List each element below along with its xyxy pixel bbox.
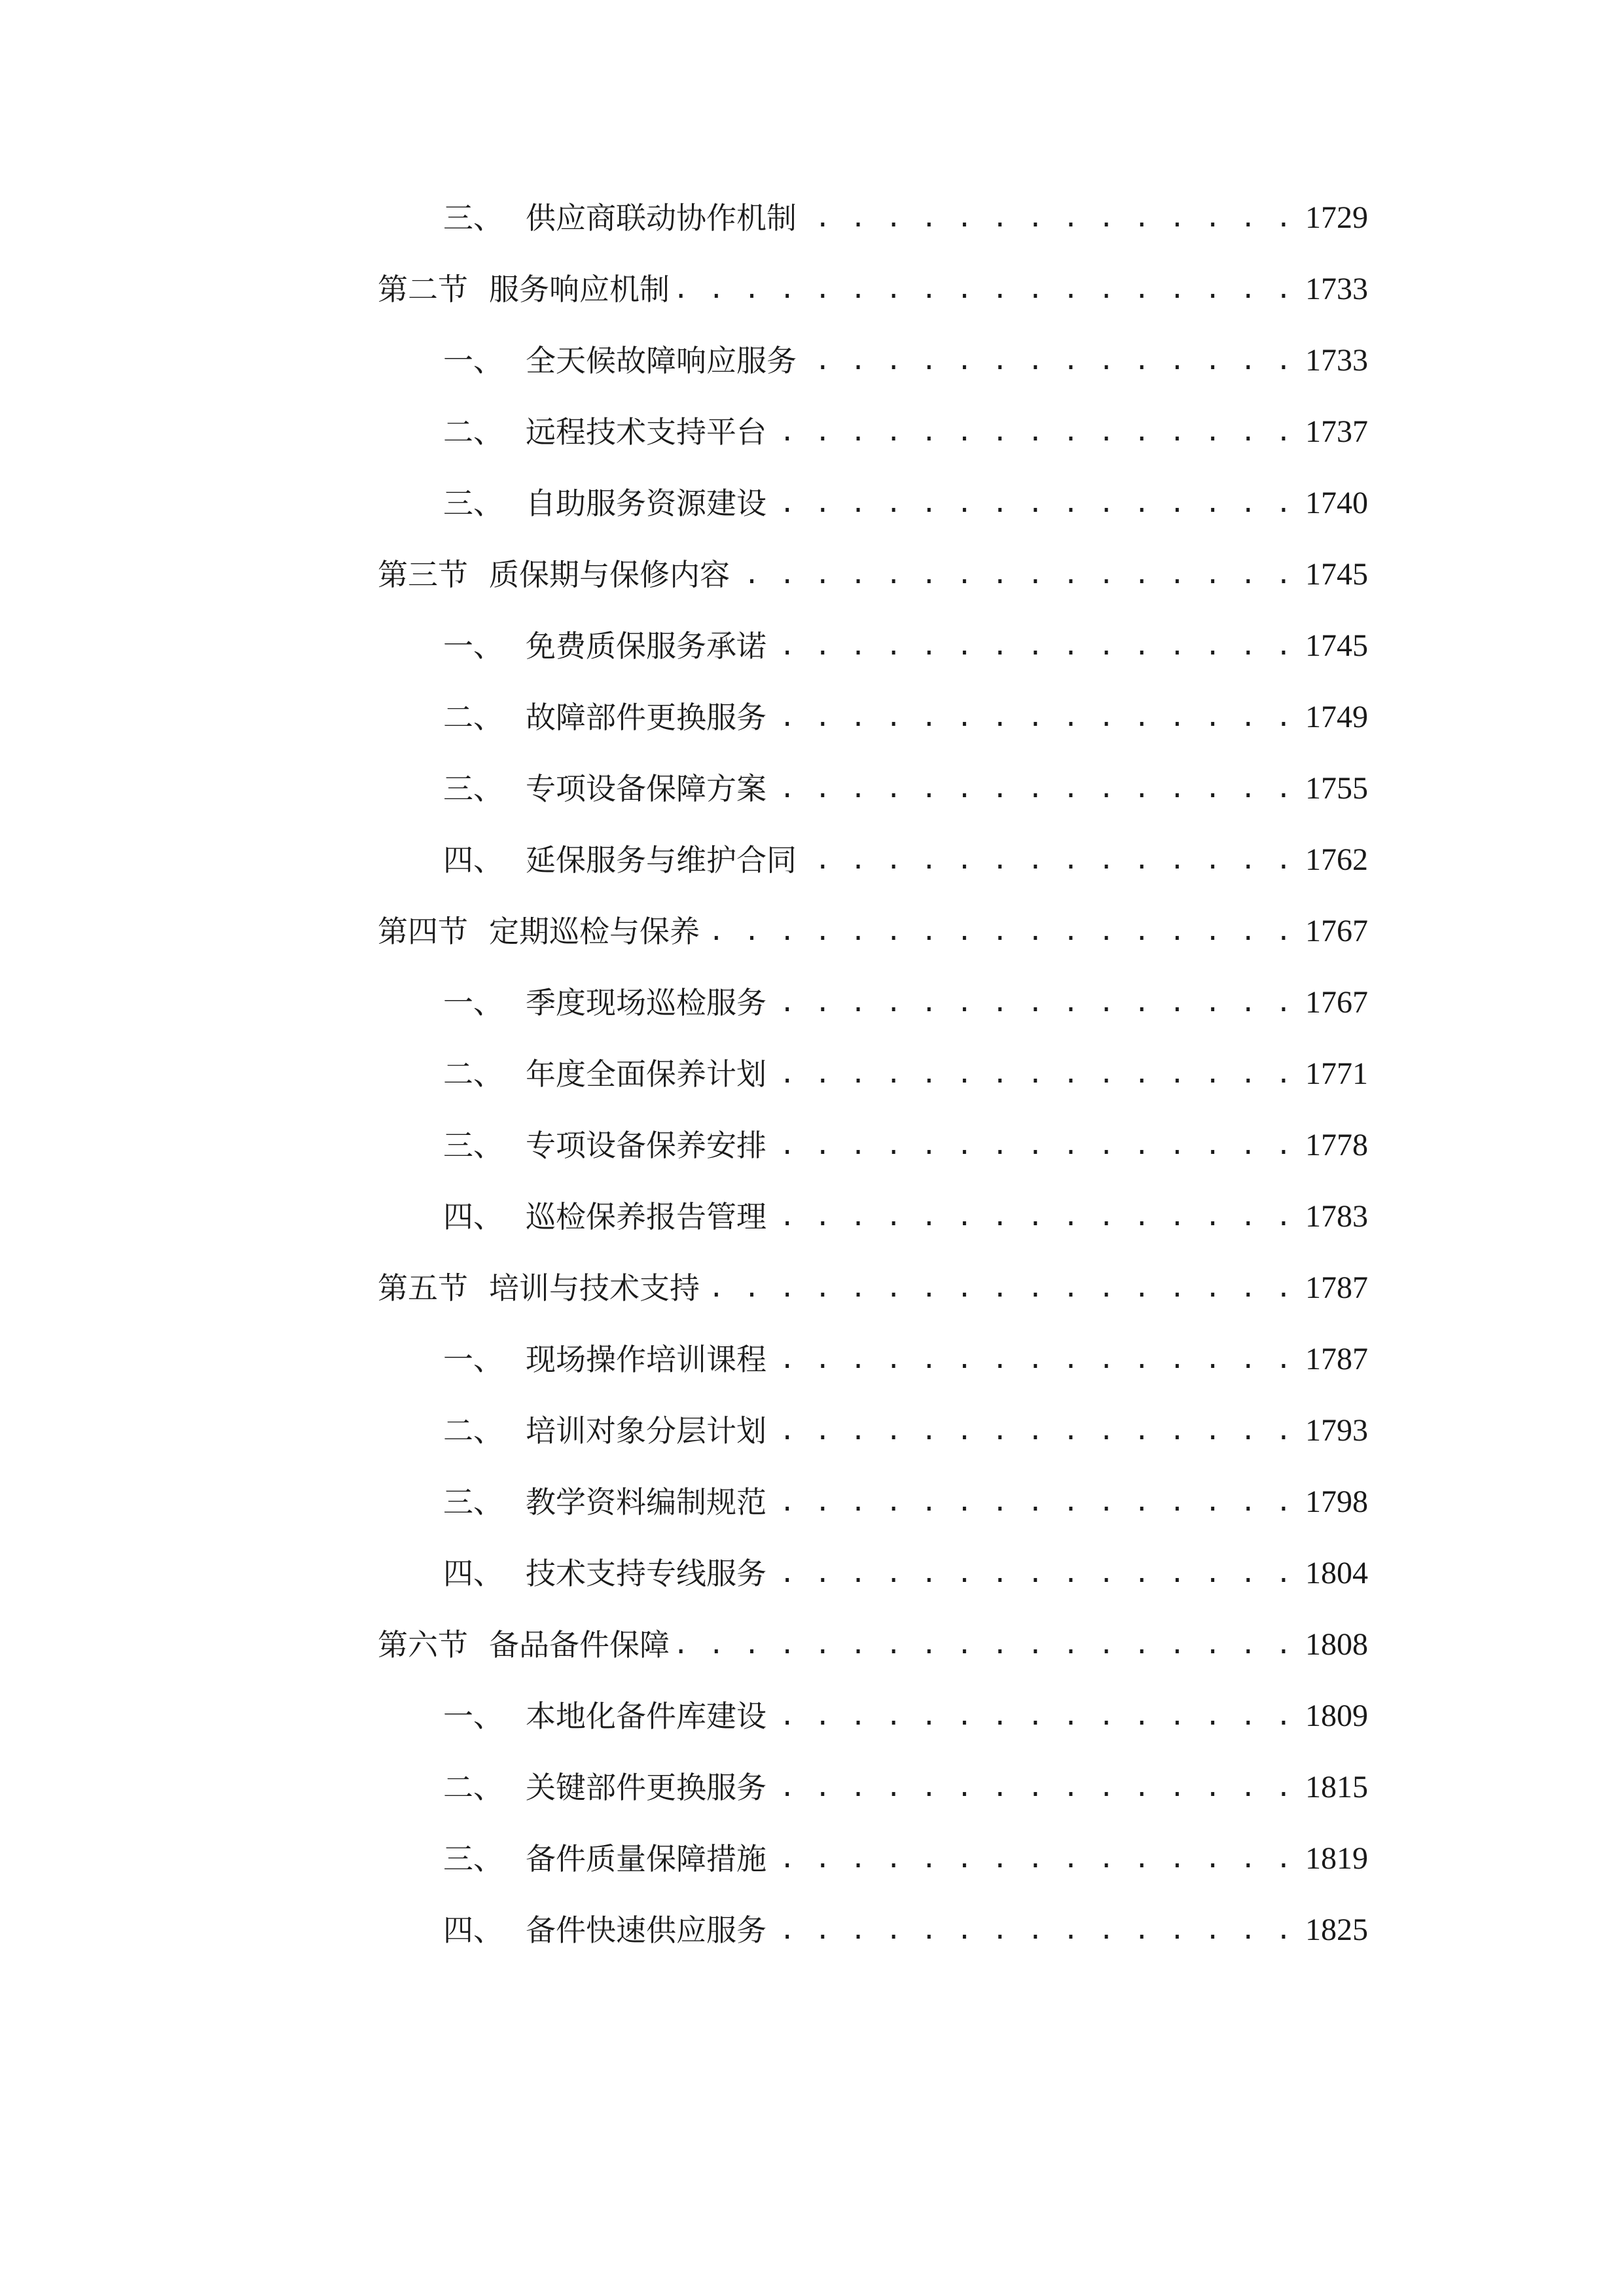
toc-entry-number: 三、 (443, 771, 503, 806)
toc-entry-title: 季度现场巡检服务 (526, 985, 767, 1020)
toc-entry-page: 1787 (1305, 1270, 1368, 1305)
toc-entry-page: 1745 (1305, 557, 1368, 592)
toc-entry-number: 二、 (443, 1413, 503, 1448)
toc-entry-title: 远程技术支持平台 (526, 414, 767, 450)
toc-entry-page: 1733 (1305, 343, 1368, 378)
toc-entry-page: 1815 (1305, 1770, 1368, 1804)
toc-entry[interactable] (378, 837, 1368, 883)
toc-entry-number: 二、 (443, 414, 503, 450)
toc-entry-title: 年度全面保养计划 (526, 1056, 767, 1092)
toc-entry-title: 培训对象分层计划 (526, 1413, 767, 1448)
toc-entry-title: 备件快速供应服务 (526, 1912, 767, 1948)
toc-entry-number: 一、 (443, 1698, 503, 1734)
toc-entry[interactable] (378, 623, 1368, 669)
toc-entry[interactable] (378, 1551, 1368, 1596)
dot-leader (773, 766, 1293, 812)
toc-entry-title: 关键部件更换服务 (526, 1770, 767, 1805)
toc-entry[interactable] (378, 1622, 1368, 1668)
dot-leader (773, 1836, 1293, 1882)
toc-entry-page: 1819 (1305, 1841, 1368, 1876)
toc-entry-title: 全天候故障响应服务 (526, 343, 797, 378)
toc-entry-title: 现场操作培训课程 (526, 1342, 767, 1377)
dot-leader (773, 1693, 1293, 1739)
toc-entry-number: 四、 (443, 1556, 503, 1591)
dot-leader (773, 623, 1293, 669)
toc-entry-number: 二、 (443, 1770, 503, 1805)
toc-entry-page: 1809 (1305, 1698, 1368, 1733)
toc-entry-title: 备品备件保障 (489, 1627, 670, 1662)
toc-entry-page: 1767 (1305, 914, 1368, 948)
toc-entry-page: 1804 (1305, 1556, 1368, 1590)
toc-entry-number: 四、 (443, 1199, 503, 1234)
toc-entry-page: 1793 (1305, 1413, 1368, 1448)
toc-entry-page: 1771 (1305, 1056, 1368, 1091)
toc-entry[interactable] (378, 1265, 1368, 1311)
toc-entry-title: 教学资料编制规范 (526, 1484, 767, 1520)
toc-entry-page: 1740 (1305, 486, 1368, 520)
toc-entry-page: 1762 (1305, 842, 1368, 877)
toc-entry[interactable] (378, 1336, 1368, 1382)
toc-entry-number: 四、 (443, 1912, 503, 1948)
toc-entry-number: 三、 (443, 486, 503, 521)
toc-entry-page: 1767 (1305, 985, 1368, 1020)
toc-entry-title: 延保服务与维护合同 (526, 842, 797, 878)
dot-leader (803, 195, 1293, 241)
toc-entry-number: 第五节 (378, 1270, 468, 1306)
toc-entry-number: 三、 (443, 1841, 503, 1876)
toc-entry-number: 四、 (443, 842, 503, 878)
toc-entry-page: 1808 (1305, 1627, 1368, 1662)
toc-entry-title: 本地化备件库建设 (526, 1698, 767, 1734)
toc-entry[interactable] (378, 1194, 1368, 1240)
toc-entry-number: 第六节 (378, 1627, 468, 1662)
dot-leader (773, 1194, 1293, 1240)
toc-entry[interactable] (378, 552, 1368, 598)
dot-leader (803, 338, 1293, 384)
toc-entry-title: 培训与技术支持 (489, 1270, 700, 1306)
toc-entry-title: 专项设备保养安排 (526, 1128, 767, 1163)
toc-entry-number: 第二节 (378, 272, 468, 307)
toc-entry-title: 专项设备保障方案 (526, 771, 767, 806)
toc-entry-page: 1778 (1305, 1128, 1368, 1162)
toc-entry[interactable] (378, 694, 1368, 740)
toc-entry-number: 第三节 (378, 557, 468, 592)
dot-leader (773, 1336, 1293, 1382)
dot-leader (773, 1479, 1293, 1525)
dot-leader (676, 266, 1293, 312)
dot-leader (773, 980, 1293, 1026)
toc-entry[interactable] (378, 1907, 1368, 1953)
dot-leader (773, 1122, 1293, 1168)
toc-entry-number: 三、 (443, 1484, 503, 1520)
toc-entry[interactable] (378, 1836, 1368, 1882)
toc-entry-number: 三、 (443, 1128, 503, 1163)
toc-entry-number: 一、 (443, 985, 503, 1020)
dot-leader (803, 837, 1293, 883)
toc-entry-page: 1733 (1305, 272, 1368, 306)
toc-entry-page: 1737 (1305, 414, 1368, 449)
toc-entry-number: 第四节 (378, 914, 468, 949)
toc-entry-title: 备件质量保障措施 (526, 1841, 767, 1876)
toc-entry-title: 供应商联动协作机制 (526, 200, 797, 236)
toc-entry[interactable] (378, 409, 1368, 455)
toc-entry-title: 质保期与保修内容 (489, 557, 730, 592)
toc-entry-page: 1755 (1305, 771, 1368, 806)
dot-leader (773, 1765, 1293, 1810)
toc-entry-number: 二、 (443, 700, 503, 735)
toc-entry[interactable] (378, 266, 1368, 312)
toc-entry[interactable] (378, 1051, 1368, 1097)
toc-entry-title: 巡检保养报告管理 (526, 1199, 767, 1234)
toc-entry-title: 定期巡检与保养 (489, 914, 700, 949)
toc-entry-page: 1729 (1305, 200, 1368, 235)
toc-entry[interactable] (378, 1479, 1368, 1525)
toc-entry-number: 三、 (443, 200, 503, 236)
toc-entry-page: 1749 (1305, 700, 1368, 734)
dot-leader (706, 908, 1293, 954)
toc-entry-title: 自助服务资源建设 (526, 486, 767, 521)
dot-leader (773, 480, 1293, 526)
dot-leader (676, 1622, 1293, 1668)
dot-leader (773, 1408, 1293, 1454)
toc-entry[interactable] (378, 766, 1368, 812)
toc-entry-title: 免费质保服务承诺 (526, 628, 767, 664)
toc-entry[interactable] (378, 480, 1368, 526)
toc-entry-number: 一、 (443, 628, 503, 664)
toc-entry-page: 1783 (1305, 1199, 1368, 1234)
toc-entry-title: 服务响应机制 (489, 272, 670, 307)
toc-entry[interactable] (378, 1408, 1368, 1454)
toc-entry-title: 故障部件更换服务 (526, 700, 767, 735)
toc-entry[interactable] (378, 908, 1368, 954)
toc-entry-number: 一、 (443, 1342, 503, 1377)
toc-entry[interactable] (378, 338, 1368, 384)
dot-leader (736, 552, 1293, 598)
toc-entry-number: 一、 (443, 343, 503, 378)
toc-entry-page: 1798 (1305, 1484, 1368, 1519)
toc-entry-title: 技术支持专线服务 (526, 1556, 767, 1591)
toc-entry-page: 1745 (1305, 628, 1368, 663)
toc-entry[interactable] (378, 980, 1368, 1026)
toc-entry[interactable] (378, 1765, 1368, 1810)
dot-leader (706, 1265, 1293, 1311)
toc-entry[interactable] (378, 1122, 1368, 1168)
toc-entry[interactable] (378, 1693, 1368, 1739)
dot-leader (773, 1907, 1293, 1953)
toc-entry-page: 1787 (1305, 1342, 1368, 1376)
dot-leader (773, 409, 1293, 455)
toc-entry-page: 1825 (1305, 1912, 1368, 1947)
dot-leader (773, 1051, 1293, 1097)
dot-leader (773, 694, 1293, 740)
dot-leader (773, 1551, 1293, 1596)
toc-entry-number: 二、 (443, 1056, 503, 1092)
toc-entry[interactable] (378, 195, 1368, 241)
